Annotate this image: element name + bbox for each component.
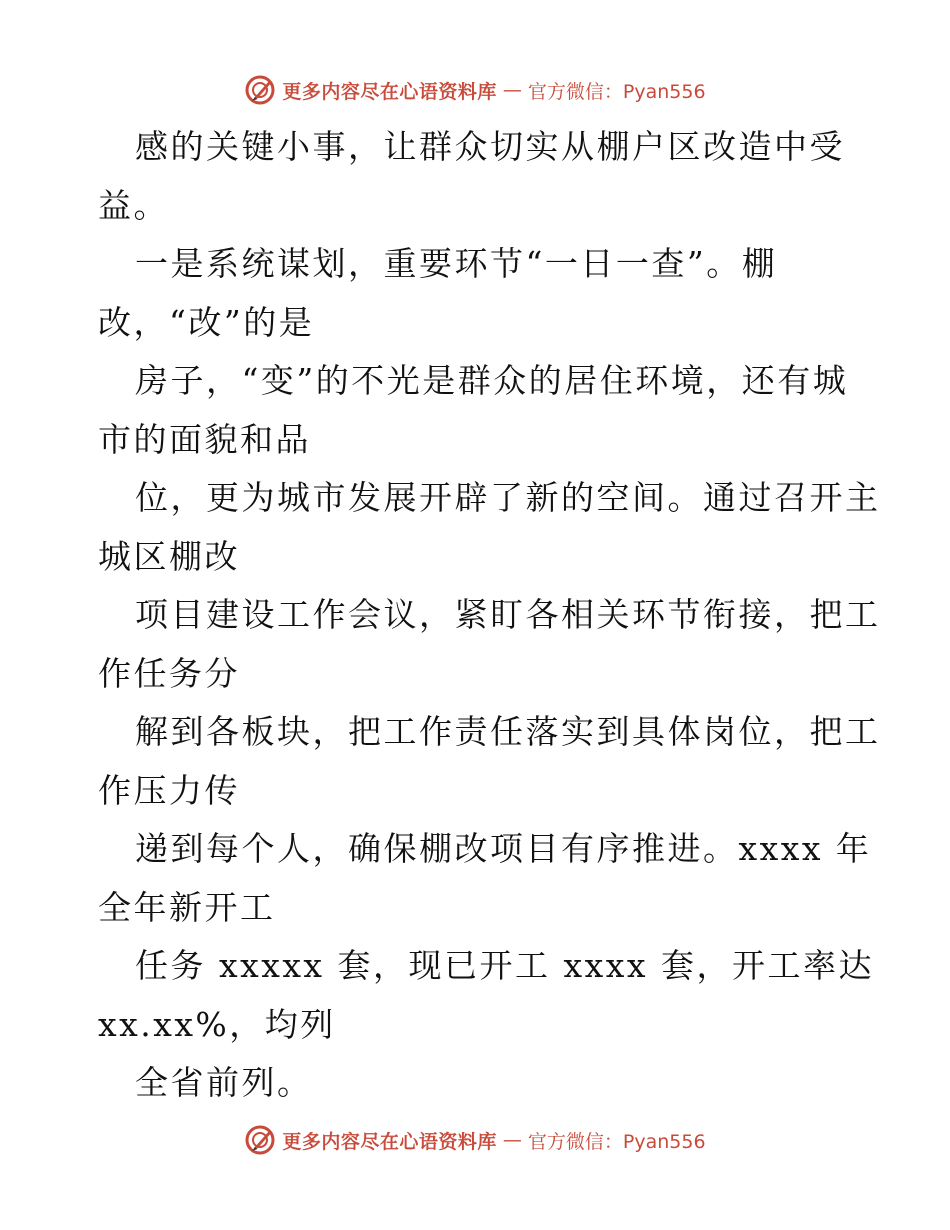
body-line: 一是系统谋划，重要环节“一日一查”。棚 [135,244,778,283]
body-line: 改，“改”的是 [98,302,315,342]
watermark-wechat-text: 官方微信：Pyan556 [527,1130,706,1153]
footer-watermark [0,1122,950,1158]
body-line: 作任务分 [98,653,240,693]
body-line: 解到各板块，把工作责任落实到具体岗位，把工 [135,712,881,751]
pen-logo-icon [244,1124,276,1156]
body-line: 递到每个人，确保棚改项目有序推进。xxxx 年 [135,829,872,868]
document-body [98,118,881,1113]
body-line: 作压力传 [98,770,240,810]
body-line: 益。 [98,185,169,225]
body-line: 项目建设工作会议，紧盯各相关环节衔接，把工 [135,595,881,634]
watermark-dash: — [502,1129,522,1151]
pen-logo-icon [244,74,276,106]
body-line: 任务 xxxxx 套，现已开工 xxxx 套，开工率达 [135,946,874,985]
body-line: xx.xx%，均列 [98,1004,336,1044]
body-line: 感的关键小事，让群众切实从棚户区改造中受 [135,127,845,166]
header-watermark [0,72,950,108]
body-line: 全省前列。 [135,1063,313,1102]
watermark-main-text: 更多内容尽在心语资料库 [282,1130,497,1153]
watermark-main-text: 更多内容尽在心语资料库 [282,80,497,103]
watermark-wechat-text: 官方微信：Pyan556 [527,80,706,103]
body-line: 位，更为城市发展开辟了新的空间。通过召开主 [135,478,881,517]
body-line: 城区棚改 [98,536,240,576]
watermark-dash: — [502,79,522,101]
body-line: 房子，“变”的不光是群众的居住环境，还有城 [135,361,849,400]
body-line: 全年新开工 [98,887,276,927]
body-line: 市的面貌和品 [98,419,311,459]
